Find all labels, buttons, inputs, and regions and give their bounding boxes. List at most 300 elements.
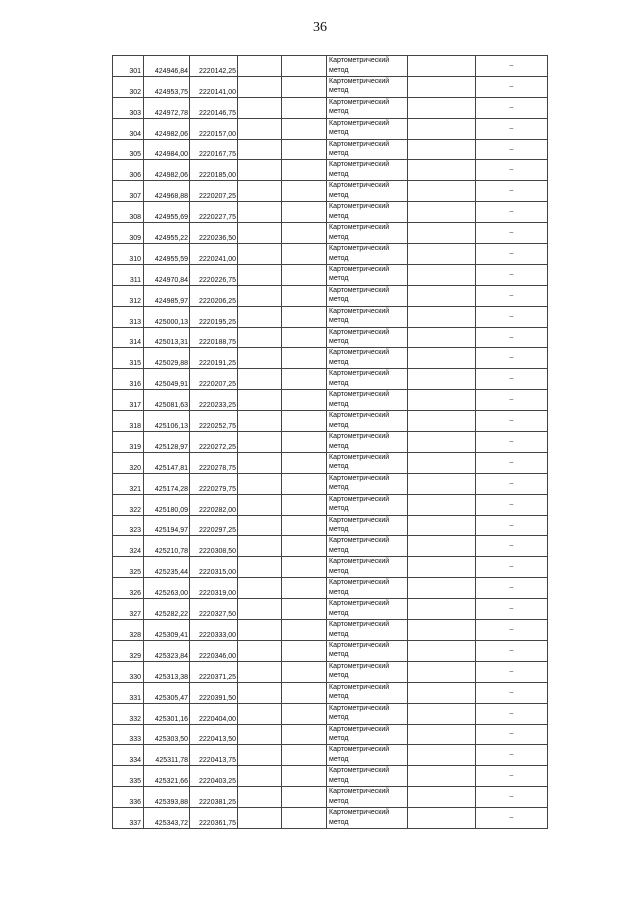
table-row [113, 76, 548, 97]
empty-cell [282, 640, 327, 661]
empty-cell [408, 285, 476, 306]
table-row [113, 703, 548, 724]
empty-cell [408, 76, 476, 97]
empty-cell [408, 515, 476, 536]
point-number-cell: 319 [113, 432, 144, 453]
coord-x-cell: 425321,66 [144, 766, 190, 787]
dash-cell: – [476, 557, 548, 578]
coord-x-cell: 424955,69 [144, 202, 190, 223]
coord-x-cell: 424982,06 [144, 118, 190, 139]
empty-cell [408, 724, 476, 745]
method-cell: Картометрический метод [327, 745, 408, 766]
dash-cell: – [476, 787, 548, 808]
coord-x-cell: 424968,88 [144, 181, 190, 202]
table-row [113, 745, 548, 766]
empty-cell [408, 808, 476, 829]
coord-y-cell: 2220278,75 [190, 452, 238, 473]
empty-cell [282, 808, 327, 829]
table-row [113, 661, 548, 682]
coord-y-cell: 2220371,25 [190, 661, 238, 682]
table-row [113, 473, 548, 494]
coord-x-cell: 425106,13 [144, 411, 190, 432]
method-cell: Картометрический метод [327, 139, 408, 160]
method-cell: Картометрический метод [327, 390, 408, 411]
method-cell: Картометрический метод [327, 432, 408, 453]
dash-cell: – [476, 515, 548, 536]
point-number-cell: 313 [113, 306, 144, 327]
table-row [113, 452, 548, 473]
table-row [113, 432, 548, 453]
empty-cell [238, 703, 282, 724]
method-cell: Картометрический метод [327, 599, 408, 620]
dash-cell: – [476, 202, 548, 223]
coord-x-cell: 424982,06 [144, 160, 190, 181]
coord-y-cell: 2220327,50 [190, 599, 238, 620]
coord-x-cell: 425049,91 [144, 369, 190, 390]
coord-x-cell: 425305,47 [144, 682, 190, 703]
empty-cell [282, 724, 327, 745]
dash-cell: – [476, 369, 548, 390]
coord-y-cell: 2220236,50 [190, 223, 238, 244]
method-cell: Картометрический метод [327, 97, 408, 118]
method-cell: Картометрический метод [327, 536, 408, 557]
empty-cell [238, 661, 282, 682]
coord-y-cell: 2220207,25 [190, 369, 238, 390]
coord-y-cell: 2220191,25 [190, 348, 238, 369]
dash-cell: – [476, 348, 548, 369]
dash-cell: – [476, 223, 548, 244]
empty-cell [282, 599, 327, 620]
empty-cell [238, 348, 282, 369]
coord-y-cell: 2220279,75 [190, 473, 238, 494]
table-row [113, 202, 548, 223]
table-row [113, 494, 548, 515]
coord-x-cell: 425311,78 [144, 745, 190, 766]
empty-cell [408, 56, 476, 77]
dash-cell: – [476, 181, 548, 202]
empty-cell [408, 640, 476, 661]
point-number-cell: 309 [113, 223, 144, 244]
table-row [113, 808, 548, 829]
method-cell: Картометрический метод [327, 327, 408, 348]
table-row [113, 306, 548, 327]
table-row [113, 181, 548, 202]
empty-cell [282, 264, 327, 285]
empty-cell [408, 223, 476, 244]
empty-cell [282, 181, 327, 202]
coord-x-cell: 425309,41 [144, 620, 190, 641]
empty-cell [282, 682, 327, 703]
empty-cell [238, 202, 282, 223]
method-cell: Картометрический метод [327, 202, 408, 223]
dash-cell: – [476, 264, 548, 285]
coord-x-cell: 424985,97 [144, 285, 190, 306]
empty-cell [408, 432, 476, 453]
empty-cell [408, 181, 476, 202]
table-row [113, 97, 548, 118]
empty-cell [238, 766, 282, 787]
coord-y-cell: 2220157,00 [190, 118, 238, 139]
method-cell: Картометрический метод [327, 494, 408, 515]
dash-cell: – [476, 473, 548, 494]
method-cell: Картометрический метод [327, 411, 408, 432]
empty-cell [408, 118, 476, 139]
empty-cell [282, 411, 327, 432]
dash-cell: – [476, 390, 548, 411]
coord-y-cell: 2220188,75 [190, 327, 238, 348]
table-row [113, 787, 548, 808]
coord-y-cell: 2220404,00 [190, 703, 238, 724]
empty-cell [408, 139, 476, 160]
empty-cell [408, 787, 476, 808]
method-cell: Картометрический метод [327, 118, 408, 139]
point-number-cell: 305 [113, 139, 144, 160]
coord-x-cell: 425194,97 [144, 515, 190, 536]
table-row [113, 682, 548, 703]
empty-cell [238, 76, 282, 97]
coord-y-cell: 2220227,75 [190, 202, 238, 223]
empty-cell [238, 578, 282, 599]
empty-cell [282, 536, 327, 557]
dash-cell: – [476, 432, 548, 453]
empty-cell [408, 682, 476, 703]
point-number-cell: 334 [113, 745, 144, 766]
point-number-cell: 314 [113, 327, 144, 348]
method-cell: Картометрический метод [327, 787, 408, 808]
coord-x-cell: 425313,38 [144, 661, 190, 682]
method-cell: Картометрический метод [327, 703, 408, 724]
table-row [113, 223, 548, 244]
coord-y-cell: 2220252,75 [190, 411, 238, 432]
method-cell: Картометрический метод [327, 76, 408, 97]
empty-cell [282, 473, 327, 494]
point-number-cell: 331 [113, 682, 144, 703]
coord-y-cell: 2220381,25 [190, 787, 238, 808]
empty-cell [282, 56, 327, 77]
empty-cell [282, 703, 327, 724]
empty-cell [282, 452, 327, 473]
empty-cell [408, 620, 476, 641]
empty-cell [238, 160, 282, 181]
coord-y-cell: 2220142,25 [190, 56, 238, 77]
coord-x-cell: 425081,63 [144, 390, 190, 411]
table-row [113, 118, 548, 139]
point-number-cell: 330 [113, 661, 144, 682]
table-row [113, 285, 548, 306]
coord-x-cell: 424972,78 [144, 97, 190, 118]
empty-cell [282, 620, 327, 641]
point-number-cell: 304 [113, 118, 144, 139]
method-cell: Картометрический метод [327, 160, 408, 181]
coord-x-cell: 424984,00 [144, 139, 190, 160]
dash-cell: – [476, 160, 548, 181]
coord-y-cell: 2220403,25 [190, 766, 238, 787]
empty-cell [408, 745, 476, 766]
empty-cell [282, 76, 327, 97]
method-cell: Картометрический метод [327, 766, 408, 787]
point-number-cell: 329 [113, 640, 144, 661]
empty-cell [408, 390, 476, 411]
method-cell: Картометрический метод [327, 515, 408, 536]
empty-cell [408, 557, 476, 578]
table-row [113, 264, 548, 285]
coordinates-table-body [113, 56, 548, 829]
point-number-cell: 311 [113, 264, 144, 285]
empty-cell [408, 766, 476, 787]
point-number-cell: 321 [113, 473, 144, 494]
dash-cell: – [476, 411, 548, 432]
empty-cell [408, 536, 476, 557]
coord-x-cell: 424946,84 [144, 56, 190, 77]
coord-x-cell: 425180,09 [144, 494, 190, 515]
coord-x-cell: 425147,81 [144, 452, 190, 473]
empty-cell [408, 369, 476, 390]
point-number-cell: 301 [113, 56, 144, 77]
method-cell: Картометрический метод [327, 620, 408, 641]
method-cell: Картометрический метод [327, 264, 408, 285]
empty-cell [238, 264, 282, 285]
empty-cell [238, 223, 282, 244]
table-row [113, 578, 548, 599]
point-number-cell: 323 [113, 515, 144, 536]
dash-cell: – [476, 703, 548, 724]
coord-x-cell: 425029,88 [144, 348, 190, 369]
point-number-cell: 303 [113, 97, 144, 118]
table-row [113, 160, 548, 181]
coord-y-cell: 2220297,25 [190, 515, 238, 536]
method-cell: Картометрический метод [327, 452, 408, 473]
empty-cell [238, 56, 282, 77]
empty-cell [238, 682, 282, 703]
empty-cell [238, 390, 282, 411]
empty-cell [408, 160, 476, 181]
empty-cell [282, 557, 327, 578]
coord-x-cell: 425323,84 [144, 640, 190, 661]
empty-cell [282, 139, 327, 160]
empty-cell [238, 808, 282, 829]
method-cell: Картометрический метод [327, 306, 408, 327]
coord-x-cell: 425013,31 [144, 327, 190, 348]
table-row [113, 640, 548, 661]
empty-cell [238, 139, 282, 160]
method-cell: Картометрический метод [327, 348, 408, 369]
empty-cell [238, 306, 282, 327]
empty-cell [408, 599, 476, 620]
table-row [113, 411, 548, 432]
empty-cell [282, 306, 327, 327]
dash-cell: – [476, 327, 548, 348]
table-row [113, 139, 548, 160]
coord-y-cell: 2220233,25 [190, 390, 238, 411]
dash-cell: – [476, 745, 548, 766]
coord-y-cell: 2220207,25 [190, 181, 238, 202]
coord-y-cell: 2220272,25 [190, 432, 238, 453]
table-row [113, 599, 548, 620]
point-number-cell: 315 [113, 348, 144, 369]
point-number-cell: 317 [113, 390, 144, 411]
empty-cell [238, 432, 282, 453]
coord-x-cell: 425263,00 [144, 578, 190, 599]
table-row [113, 327, 548, 348]
empty-cell [282, 494, 327, 515]
empty-cell [282, 327, 327, 348]
dash-cell: – [476, 494, 548, 515]
coord-y-cell: 2220413,50 [190, 724, 238, 745]
table-row [113, 244, 548, 265]
coord-y-cell: 2220146,75 [190, 97, 238, 118]
empty-cell [408, 244, 476, 265]
point-number-cell: 326 [113, 578, 144, 599]
empty-cell [408, 306, 476, 327]
empty-cell [238, 557, 282, 578]
coord-y-cell: 2220282,00 [190, 494, 238, 515]
method-cell: Картометрический метод [327, 56, 408, 77]
dash-cell: – [476, 76, 548, 97]
table-row [113, 369, 548, 390]
dash-cell: – [476, 285, 548, 306]
dash-cell: – [476, 97, 548, 118]
empty-cell [238, 181, 282, 202]
coord-x-cell: 425000,13 [144, 306, 190, 327]
coord-y-cell: 2220413,75 [190, 745, 238, 766]
table-row [113, 515, 548, 536]
dash-cell: – [476, 640, 548, 661]
dash-cell: – [476, 724, 548, 745]
coord-y-cell: 2220206,25 [190, 285, 238, 306]
table-row [113, 620, 548, 641]
method-cell: Картометрический метод [327, 285, 408, 306]
dash-cell: – [476, 56, 548, 77]
point-number-cell: 335 [113, 766, 144, 787]
empty-cell [408, 264, 476, 285]
coord-y-cell: 2220333,00 [190, 620, 238, 641]
empty-cell [238, 118, 282, 139]
table-row [113, 56, 548, 77]
dash-cell: – [476, 306, 548, 327]
empty-cell [238, 411, 282, 432]
coord-y-cell: 2220185,00 [190, 160, 238, 181]
empty-cell [238, 473, 282, 494]
point-number-cell: 337 [113, 808, 144, 829]
empty-cell [282, 515, 327, 536]
point-number-cell: 332 [113, 703, 144, 724]
table-row [113, 766, 548, 787]
coord-x-cell: 425282,22 [144, 599, 190, 620]
dash-cell: – [476, 536, 548, 557]
empty-cell [282, 787, 327, 808]
coordinates-table [112, 55, 548, 829]
coord-x-cell: 424970,84 [144, 264, 190, 285]
empty-cell [282, 390, 327, 411]
coord-y-cell: 2220391,50 [190, 682, 238, 703]
dash-cell: – [476, 244, 548, 265]
point-number-cell: 312 [113, 285, 144, 306]
coord-y-cell: 2220315,00 [190, 557, 238, 578]
coord-x-cell: 425174,28 [144, 473, 190, 494]
dash-cell: – [476, 578, 548, 599]
dash-cell: – [476, 452, 548, 473]
coord-y-cell: 2220167,75 [190, 139, 238, 160]
method-cell: Картометрический метод [327, 181, 408, 202]
empty-cell [408, 578, 476, 599]
table-row [113, 724, 548, 745]
dash-cell: – [476, 599, 548, 620]
empty-cell [238, 536, 282, 557]
empty-cell [408, 348, 476, 369]
coord-x-cell: 425343,72 [144, 808, 190, 829]
empty-cell [408, 494, 476, 515]
empty-cell [282, 766, 327, 787]
empty-cell [238, 97, 282, 118]
method-cell: Картометрический метод [327, 640, 408, 661]
coord-y-cell: 2220308,50 [190, 536, 238, 557]
point-number-cell: 302 [113, 76, 144, 97]
empty-cell [408, 327, 476, 348]
table-row [113, 536, 548, 557]
empty-cell [282, 745, 327, 766]
dash-cell: – [476, 682, 548, 703]
empty-cell [282, 223, 327, 244]
page-number: 36 [313, 20, 327, 35]
empty-cell [282, 285, 327, 306]
empty-cell [238, 724, 282, 745]
point-number-cell: 336 [113, 787, 144, 808]
coord-x-cell: 424953,75 [144, 76, 190, 97]
empty-cell [238, 745, 282, 766]
empty-cell [238, 452, 282, 473]
empty-cell [282, 432, 327, 453]
point-number-cell: 325 [113, 557, 144, 578]
empty-cell [282, 160, 327, 181]
empty-cell [238, 599, 282, 620]
dash-cell: – [476, 661, 548, 682]
dash-cell: – [476, 766, 548, 787]
coord-x-cell: 424955,59 [144, 244, 190, 265]
empty-cell [238, 244, 282, 265]
method-cell: Картометрический метод [327, 244, 408, 265]
empty-cell [282, 118, 327, 139]
method-cell: Картометрический метод [327, 473, 408, 494]
coord-y-cell: 2220319,00 [190, 578, 238, 599]
point-number-cell: 322 [113, 494, 144, 515]
point-number-cell: 307 [113, 181, 144, 202]
coord-y-cell: 2220361,75 [190, 808, 238, 829]
coord-x-cell: 425301,16 [144, 703, 190, 724]
coord-y-cell: 2220226,75 [190, 264, 238, 285]
dash-cell: – [476, 808, 548, 829]
empty-cell [238, 369, 282, 390]
empty-cell [408, 97, 476, 118]
coord-y-cell: 2220195,25 [190, 306, 238, 327]
method-cell: Картометрический метод [327, 369, 408, 390]
empty-cell [238, 515, 282, 536]
point-number-cell: 324 [113, 536, 144, 557]
method-cell: Картометрический метод [327, 223, 408, 244]
empty-cell [408, 703, 476, 724]
empty-cell [282, 244, 327, 265]
empty-cell [408, 202, 476, 223]
coord-x-cell: 425303,50 [144, 724, 190, 745]
coord-y-cell: 2220241,00 [190, 244, 238, 265]
coord-y-cell: 2220346,00 [190, 640, 238, 661]
table-row [113, 390, 548, 411]
point-number-cell: 333 [113, 724, 144, 745]
coord-x-cell: 425128,97 [144, 432, 190, 453]
empty-cell [282, 202, 327, 223]
table-row [113, 348, 548, 369]
empty-cell [282, 661, 327, 682]
coord-x-cell: 425235,44 [144, 557, 190, 578]
